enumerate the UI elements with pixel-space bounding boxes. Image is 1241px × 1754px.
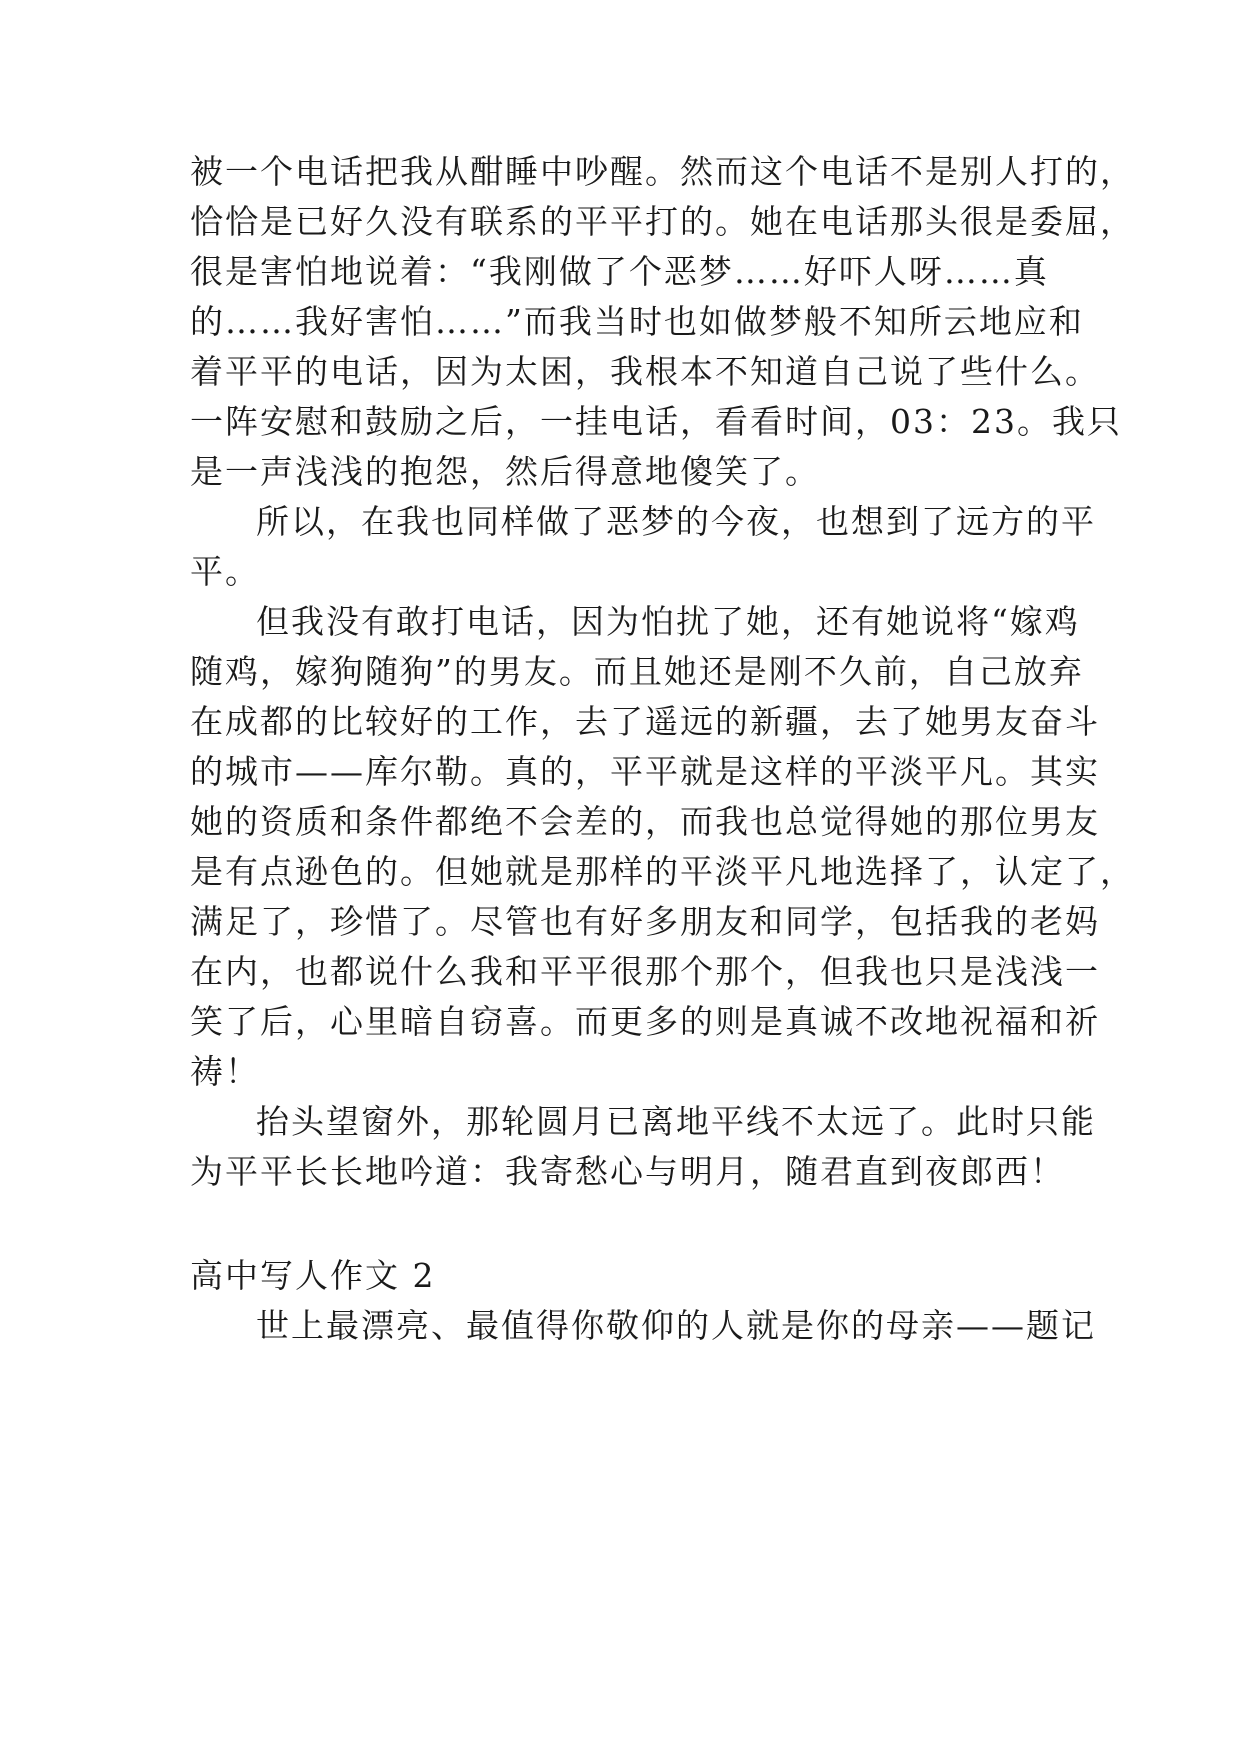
paragraph-line: 着平平的电话，因为太困，我根本不知道自己说了些什么。: [190, 352, 1100, 391]
paragraph-line: 笑了后，心里暗自窃喜。而更多的则是真诚不改地祝福和祈: [190, 1002, 1100, 1041]
paragraph-line: 是一声浅浅的抱怨，然后得意地傻笑了。: [190, 452, 820, 491]
paragraph-line: 但我没有敢打电话，因为怕扰了她，还有她说将“嫁鸡: [256, 602, 1080, 641]
paragraph-line: 是有点逊色的。但她就是那样的平淡平凡地选择了，认定了，: [190, 852, 1135, 891]
paragraph-line: 很是害怕地说着：“我刚做了个恶梦……好吓人呀……真: [190, 252, 1049, 291]
paragraph-line: 的城市——库尔勒。真的，平平就是这样的平淡平凡。其实: [190, 752, 1100, 791]
paragraph-line: 所以，在我也同样做了恶梦的今夜，也想到了远方的平: [256, 502, 1096, 541]
paragraph-line: 的……我好害怕……”而我当时也如做梦般不知所云地应和: [190, 302, 1084, 341]
paragraph-line: 满足了，珍惜了。尽管也有好多朋友和同学，包括我的老妈: [190, 902, 1100, 941]
paragraph-line: 世上最漂亮、最值得你敬仰的人就是你的母亲——题记: [256, 1306, 1096, 1345]
paragraph-line: 平。: [190, 552, 260, 591]
paragraph-line: 恰恰是已好久没有联系的平平打的。她在电话那头很是委屈，: [190, 202, 1135, 241]
paragraph-line: 被一个电话把我从酣睡中吵醒。然而这个电话不是别人打的，: [190, 152, 1135, 191]
paragraph-line: 为平平长长地吟道：我寄愁心与明月，随君直到夜郎西！: [190, 1152, 1065, 1191]
section-heading: 高中写人作文 2: [190, 1256, 436, 1295]
paragraph-line: 在成都的比较好的工作，去了遥远的新疆，去了她男友奋斗: [190, 702, 1100, 741]
paragraph-line: 一阵安慰和鼓励之后，一挂电话，看看时间，03：23。我只: [190, 402, 1122, 441]
paragraph-line: 祷！: [190, 1052, 260, 1091]
paragraph-line: 她的资质和条件都绝不会差的，而我也总觉得她的那位男友: [190, 802, 1100, 841]
paragraph-line: 抬头望窗外，那轮圆月已离地平线不太远了。此时只能: [256, 1102, 1096, 1141]
paragraph-line: 在内，也都说什么我和平平很那个那个，但我也只是浅浅一: [190, 952, 1100, 991]
paragraph-line: 随鸡，嫁狗随狗”的男友。而且她还是刚不久前，自己放弃: [190, 652, 1084, 691]
